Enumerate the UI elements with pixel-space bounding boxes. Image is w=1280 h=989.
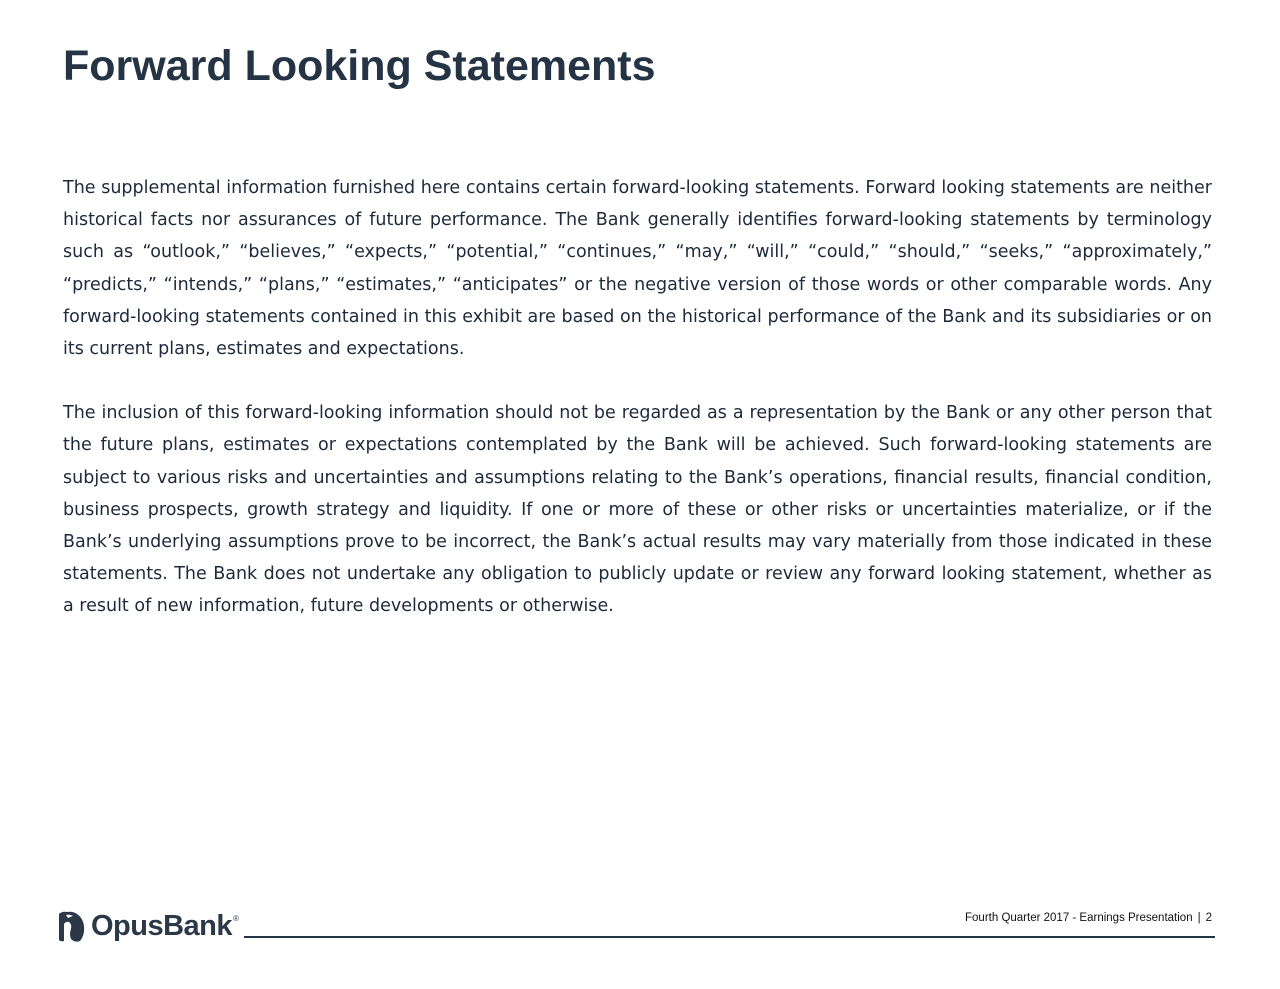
footer-caption — [965, 912, 1212, 924]
registered-mark: ® — [233, 914, 239, 923]
disclaimer-paragraph-1: The supplemental information furnished here contains certain forward-looking statements. Forward looking statements are neither historical facts nor assurances of future performance. The Bank generally identifies forward-looking statements by terminology such as “outlook,” “believes,” “expects,” “potential,” “continues,” “may,” “will,” “could,” “should,” “seeks,” “approximately,” “predicts,” “intends,” “plans,” “estimates,” “anticipates” or the negative version of those words or other comparable words. Any forward-looking statements contained in this exhibit are based on the historical performance of the Bank and its subsidiaries or on its current plans, estimates and expectations. — [63, 178, 1212, 360]
disclaimer-paragraph-2: The inclusion of this forward-looking information should not be regarded as a representation by the Bank or any other person that the future plans, estimates or expectations contemplated by the Bank will be achieved. Such forward-looking statements are subject to various risks and uncertainties and assumptions relating to the Bank’s operations, financial results, financial condition, business prospects, growth strategy and liquidity. If one or more of these or other risks or uncertainties materialize, or if the Bank’s underlying assumptions prove to be incorrect, the Bank’s actual results may vary materially from those indicated in these statements. The Bank does not undertake any obligation to publicly update or review any forward looking statement, whether as a result of new information, future developments or otherwise. — [63, 403, 1212, 617]
slide-title: Forward Looking Statements — [63, 42, 656, 90]
presentation-name: Fourth Quarter 2017 - Earnings Presentation — [965, 912, 1193, 924]
footer-separator: | — [1197, 912, 1201, 924]
footer-divider — [244, 936, 1215, 938]
opus-bank-bird-icon — [56, 910, 86, 943]
disclaimer-body — [63, 172, 1212, 655]
opus-bank-logo — [56, 908, 239, 944]
page-number: 2 — [1205, 912, 1212, 924]
opus-bank-wordmark: OpusBank — [91, 910, 233, 942]
